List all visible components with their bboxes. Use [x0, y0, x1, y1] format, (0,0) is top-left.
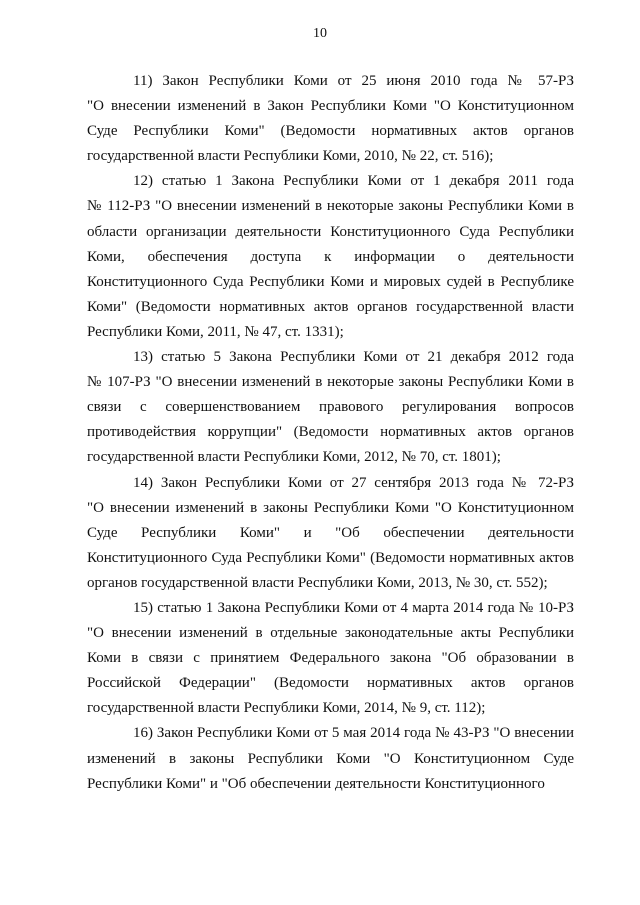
- text-line: Республики Коми" и "Об обеспечении деятельности Конституционного: [87, 775, 545, 792]
- text-line: Суде Республики Коми" и "Об обеспечении деятельности: [87, 524, 574, 541]
- list-item-item-16: [87, 721, 574, 796]
- text-line: 11) Закон Республики Коми от 25 июня 2010 года № 57-РЗ: [133, 73, 574, 89]
- text-line: 12) статью 1 Закона Республики Коми от 1 декабря 2011 года: [133, 173, 574, 190]
- text-line: № 112-РЗ "О внесении изменений в некоторые законы Республики Коми в: [87, 198, 574, 215]
- text-line: Российской Федерации" (Ведомости нормативных актов органов: [87, 675, 574, 692]
- text-line: области организации деятельности Конституционного Суда Республики: [87, 223, 574, 240]
- text-line: Коми" (Ведомости нормативных актов органов государственной власти: [87, 298, 574, 315]
- list-item-item-11: [87, 69, 574, 169]
- text-line: Конституционного Суда Республики Коми и мировых судей в Республике: [87, 273, 574, 290]
- text-line: Республики Коми, 2011, № 47, ст. 1331);: [87, 323, 344, 340]
- text-line: государственной власти Республики Коми, 2012, № 70, ст. 1801);: [87, 449, 501, 466]
- list-item-item-15: [87, 596, 574, 721]
- page-number: 10: [313, 26, 327, 41]
- text-line: государственной власти Республики Коми, 2010, № 22, ст. 516);: [87, 148, 494, 165]
- list-item-item-14: [87, 471, 574, 596]
- text-line: органов государственной власти Республики Коми, 2013, № 30, ст. 552);: [87, 574, 548, 591]
- text-line: 15) статью 1 Закона Республики Коми от 4 марта 2014 года № 10-РЗ: [133, 599, 574, 616]
- list-item-item-13: [87, 345, 574, 470]
- text-line: Суде Республики Коми" (Ведомости нормативных актов органов: [87, 123, 574, 140]
- text-line: № 107-РЗ "О внесении изменений в некоторые законы Республики Коми в: [87, 374, 574, 391]
- text-line: 14) Закон Республики Коми от 27 сентября 2013 года № 72-РЗ: [133, 474, 574, 491]
- text-line: противодействия коррупции" (Ведомости нормативных актов органов: [87, 424, 574, 441]
- text-line: "О внесении изменений в Закон Республики Коми "О Конституционном: [87, 98, 574, 115]
- text-line: "О внесении изменений в отдельные законодательные акты Республики: [87, 625, 574, 642]
- text-line: 13) статью 5 Закона Республики Коми от 21 декабря 2012 года: [133, 349, 574, 366]
- text-line: связи с совершенствованием правового регулирования вопросов: [87, 399, 574, 416]
- text-line: Коми в связи с принятием Федерального закона "Об образовании в: [87, 650, 574, 667]
- text-line: "О внесении изменений в законы Республики Коми "О Конституционном: [87, 499, 574, 516]
- text-line: государственной власти Республики Коми, 2014, № 9, ст. 112);: [87, 700, 486, 717]
- list-item-item-12: [87, 169, 574, 345]
- document-body: [87, 69, 574, 797]
- text-line: 16) Закон Республики Коми от 5 мая 2014 года № 43-РЗ "О внесении: [133, 725, 574, 742]
- text-line: Коми, обеспечения доступа к информации о деятельности: [87, 248, 574, 265]
- text-line: Конституционного Суда Республики Коми" (Ведомости нормативных актов: [87, 549, 574, 566]
- text-line: изменений в законы Республики Коми "О Конституционном Суде: [87, 750, 574, 767]
